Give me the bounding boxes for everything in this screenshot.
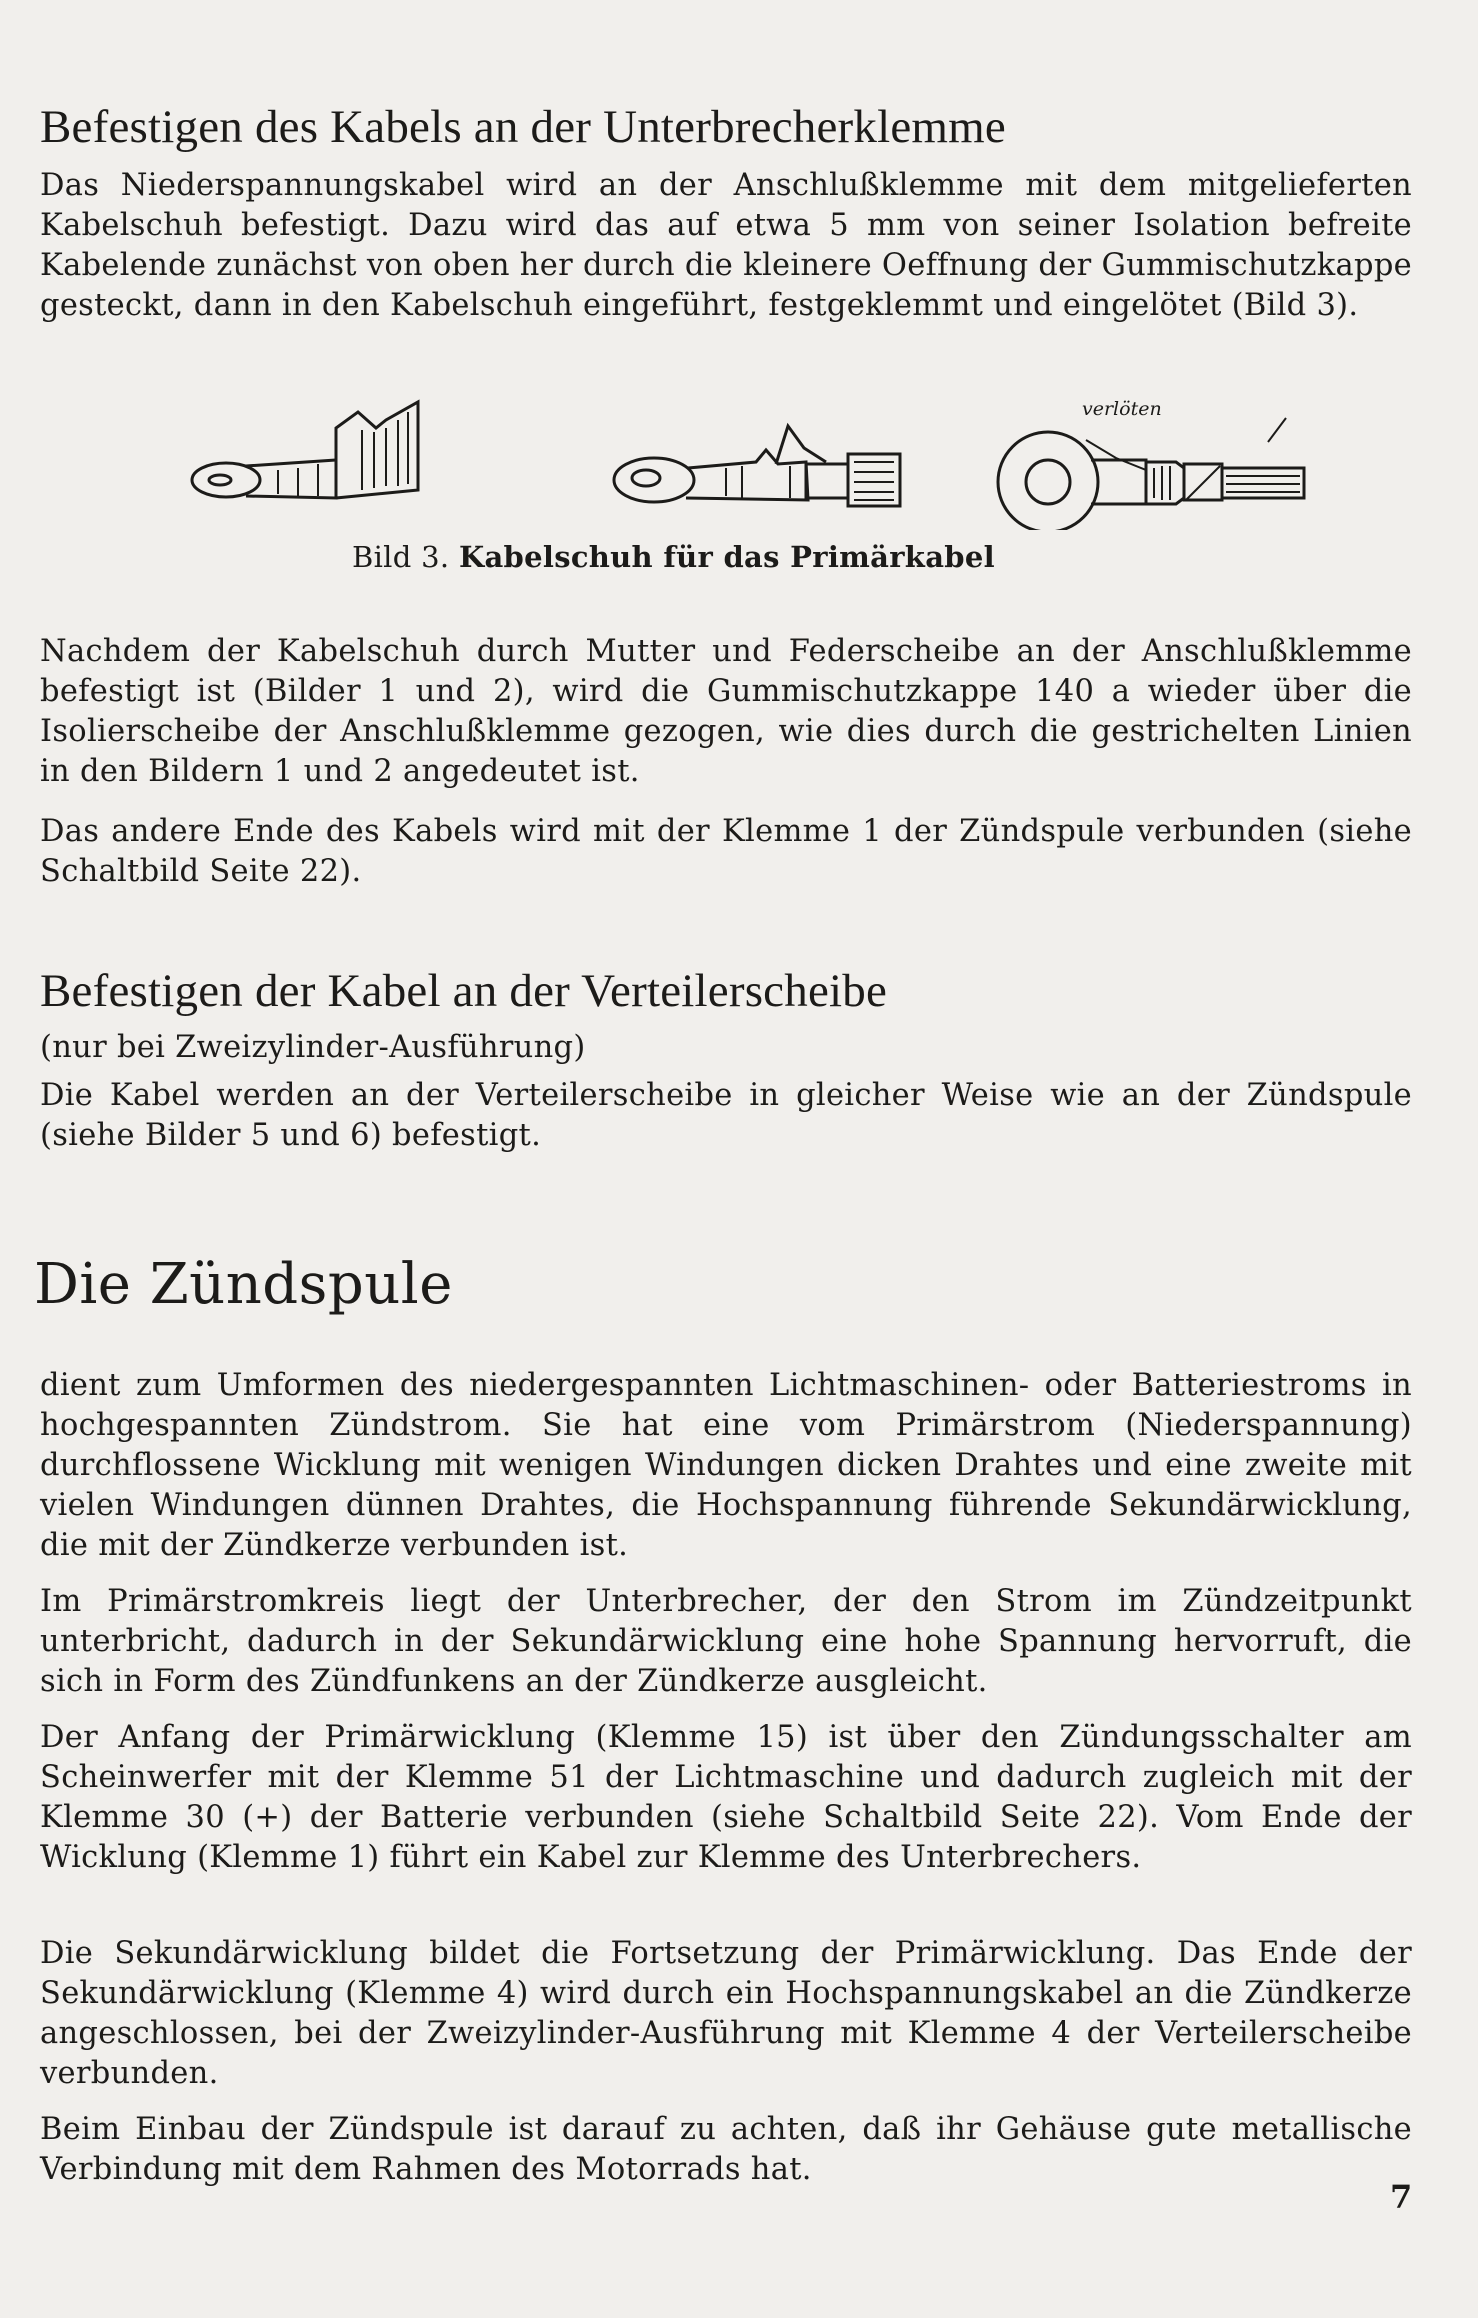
figure-caption	[352, 540, 995, 574]
caption-title: Kabelschuh für das Primärkabel	[458, 540, 995, 574]
cable-lug-inserted-drawing	[614, 426, 900, 506]
page-title-zuendspule: Die Zündspule	[34, 1252, 453, 1317]
solder-pointer-line	[1268, 418, 1286, 442]
cable-lug-soldered-drawing	[998, 432, 1304, 530]
page-number: 7	[1390, 2178, 1413, 2216]
paragraph-anschlussklemme: Nachdem der Kabelschuh durch Mutter und Federscheibe an der Anschlußklemme befestigt ist (Bilder 1 und 2), wird die Gummischutzkappe 140 a wieder über die Isolierscheibe der Anschlußklemme gezogen, wie dies durch die gestrichelten Linien in den Bildern 1 und 2 angedeutet ist.	[40, 634, 1412, 789]
paragraph-kabelschuh-befestigen: Das Niederspannungskabel wird an der Anschlußklemme mit dem mitgelieferten Kabelschuh befestigt. Dazu wird das auf etwa 5 mm von seiner Isolation befreite Kabelende zunächst von oben her durch die kleinere Oeffnung der Gummischutzkappe gesteckt, dann in den Kabelschuh eingeführt, festgeklemmt und eingelötet (Bild 3).	[40, 168, 1412, 323]
paragraph-zweizylinder-note: (nur bei Zweizylinder-Ausführung)	[40, 1030, 586, 1065]
section-heading-unterbrecherklemme: Befestigen des Kabels an der Unterbrecherklemme	[40, 101, 1006, 153]
paragraph-primaerstromkreis: Im Primärstromkreis liegt der Unterbrecher, der den Strom im Zündzeitpunkt unterbricht, dadurch in der Sekundärwicklung eine hohe Spannung hervorruft, die sich in Form des Zündfunkens an der Zündkerze ausgleicht.	[40, 1584, 1412, 1699]
section-heading-verteilerscheibe: Befestigen der Kabel an der Verteilerscheibe	[40, 965, 888, 1017]
caption-number: Bild 3.	[352, 540, 450, 574]
paragraph-einbau: Beim Einbau der Zündspule ist darauf zu achten, daß ihr Gehäuse gute metallische Verbindung mit dem Rahmen des Motorrads hat.	[40, 2112, 1412, 2187]
paragraph-zuendspule-definition: dient zum Umformen des niedergespannten Lichtmaschinen- oder Batteriestroms in hochgespannten Zündstrom. Sie hat eine vom Primärstrom (Niederspannung) durchflossene Wicklung mit wenigen Windungen dicken Drahtes und eine zweite mit vielen Windungen dünnen Drahtes, die Hochspannung führende Sekundärwicklung, die mit der Zündkerze verbunden ist.	[40, 1368, 1412, 1563]
cable-lug-open-drawing	[192, 402, 418, 498]
paragraph-sekundaerwicklung: Die Sekundärwicklung bildet die Fortsetzung der Primärwicklung. Das Ende der Sekundärwicklung (Klemme 4) wird durch ein Hochspannungskabel an die Zündkerze angeschlossen, bei der Zweizylinder-Ausführung mit Klemme 4 der Verteilerscheibe verbunden.	[40, 1936, 1412, 2091]
paragraph-primaerwicklung: Der Anfang der Primärwicklung (Klemme 15) ist über den Zündungsschalter am Scheinwerfer mit der Klemme 51 der Lichtmaschine und dadurch zugleich mit der Klemme 30 (+) der Batterie verbunden (siehe Schaltbild Seite 22). Vom Ende der Wicklung (Klemme 1) führt ein Kabel zur Klemme des Unterbrechers.	[40, 1720, 1412, 1875]
paragraph-klemme-1: Das andere Ende des Kabels wird mit der Klemme 1 der Zündspule verbunden (siehe Schaltbild Seite 22).	[40, 814, 1412, 889]
figure-annotation-verloeten: verlöten	[1082, 398, 1162, 420]
paragraph-verteilerscheibe: Die Kabel werden an der Verteilerscheibe in gleicher Weise wie an der Zündspule (siehe Bilder 5 und 6) befestigt.	[40, 1078, 1412, 1153]
